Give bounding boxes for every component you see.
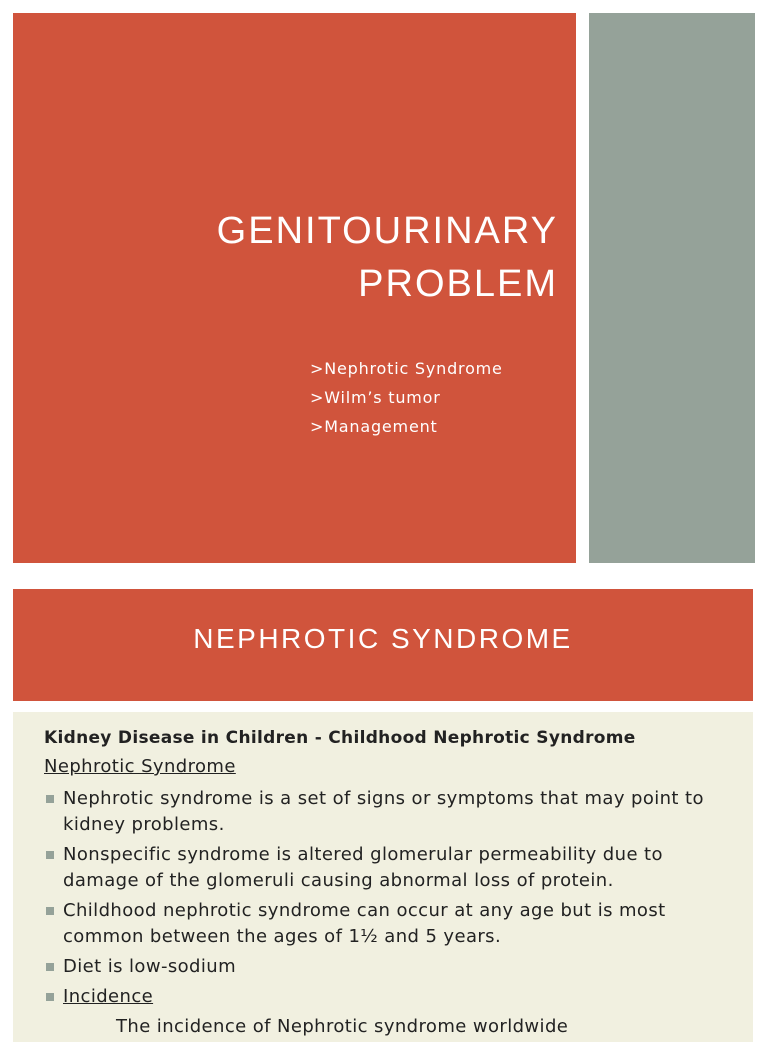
- bullet-item: Nonspecific syndrome is altered glomerular permeability due to damage of the glomeruli causing abnormal loss of protein.: [44, 842, 734, 894]
- section-header: [13, 589, 753, 701]
- square-bullet-icon: [46, 963, 54, 971]
- slide-title-line-1: GENITOURINARY: [216, 210, 558, 252]
- slide-title-line-2: PROBLEM: [358, 263, 558, 305]
- content-heading: Kidney Disease in Children - Childhood Nephrotic Syndrome: [44, 728, 636, 748]
- square-bullet-icon: [46, 993, 54, 1001]
- topic-item: >Nephrotic Syndrome: [310, 359, 503, 378]
- square-bullet-icon: [46, 851, 54, 859]
- topic-item: >Wilm’s tumor: [310, 388, 441, 407]
- bullet-item: Nephrotic syndrome is a set of signs or symptoms that may point to kidney problems.: [44, 786, 734, 838]
- bullet-item: Childhood nephrotic syndrome can occur at any age but is most common between the ages of 1½ and 5 years.: [44, 898, 734, 950]
- topic-item: >Management: [310, 417, 438, 436]
- bullet-item-incidence: Incidence: [44, 984, 734, 1010]
- cutoff-text: The incidence of Nephrotic syndrome worldwide: [116, 1016, 569, 1037]
- content-subheading: Nephrotic Syndrome: [44, 756, 236, 777]
- slide-title: [217, 205, 558, 311]
- section-title: NEPHROTIC SYNDROME: [193, 623, 573, 654]
- title-slide-panel: [13, 13, 576, 563]
- topic-list: [310, 354, 503, 441]
- content-panel: [13, 712, 753, 1042]
- bullet-item: Diet is low-sodium: [44, 954, 734, 980]
- square-bullet-icon: [46, 907, 54, 915]
- square-bullet-icon: [46, 795, 54, 803]
- side-accent-panel: [589, 13, 755, 563]
- bullet-list: [44, 786, 734, 1014]
